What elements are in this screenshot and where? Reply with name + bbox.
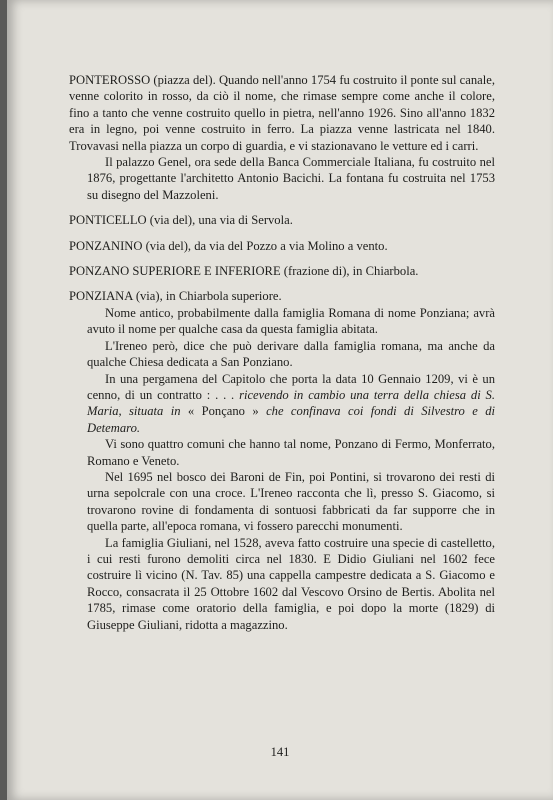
paragraph: La famiglia Giuliani, nel 1528, aveva fatto costruire una specie di castelletto, i cui resti furono demoliti circa nel 1830. E Didio Giuliani nel 1602 fece costruire lì vicino (N. Tav. 85) una cappella campestre dedicata a S. Giacomo e Rocco, consacrata il 25 Ottobre 1602 dal Vescovo Orsino de Bertis. Abolita nel 1785, rimase come oratorio della famiglia, e poi dopo la morte (1829) di Giuseppe Giuliani, ridotta a magazzino. xyxy=(87,535,495,632)
page-number: 141 xyxy=(270,745,290,759)
entry-ponticello xyxy=(69,212,495,228)
entry-text: (piazza del). Quando nell'anno 1754 fu costruito il ponte sul canale, venne colorito in rosso, da ciò il nome, che rimase sempre come anche il colore, fino a tanto che venne costruito quello in pietra, nell'anno 1926. Sino all'anno 1832 era in legno, poi venne costruito in ferro. La piazza venne lastricata nel 1840. Trovavasi nella piazza un corpo di guardia, e vi stazionavano le vetture ed i carri. xyxy=(69,73,495,153)
book-page xyxy=(7,0,553,800)
pergamena-quote-italic: ricevendo in cambio una terra della chiesa di S. Maria, situata in xyxy=(87,387,495,419)
entry-ponzano xyxy=(69,263,495,279)
paragraph: Vi sono quattro comuni che hanno tal nome, Ponzano di Fermo, Monferrato, Romano e Veneto. xyxy=(87,437,495,468)
pergamena-prefix: In una pergamena del Capitolo che porta la data 10 Gennaio 1209, vi è un cenno, di un contratto : . . . xyxy=(87,371,495,402)
entry-head: PONZIANA xyxy=(69,289,133,304)
paragraph: Nome antico, probabilmente dalla famiglia Romana di nome Ponziana; avrà avuto il nome per qualche casa da questa famiglia abitata. xyxy=(87,305,495,337)
paragraph: Il palazzo Genel, ora sede della Banca Commerciale Italiana, fu costruito nel 1876, progettante l'architetto Antonio Bacichi. La fontana fu costruita nel 1753 su disegno del Mazzoleni. xyxy=(87,155,495,202)
entry-text: (via del), da via del Pozzo a via Molino a vento. xyxy=(142,238,388,253)
entry-text: (via del), una via di Servola. xyxy=(146,213,293,228)
paragraph: L'Ireneo però, dice che può derivare dalla famiglia romana, ma anche da qualche Chiesa dedicata a San Ponziano. xyxy=(87,338,495,370)
entry-head: PONZANO SUPERIORE E INFERIORE xyxy=(69,264,281,279)
paragraph-pergamena xyxy=(87,371,495,437)
entry-text: (via), in Chiarbola superiore. xyxy=(132,289,282,304)
entry-ponziana xyxy=(69,288,495,633)
pergamena-place: « Ponçano » xyxy=(180,404,267,419)
pergamena-quote-italic-end: che confinava coi fondi di Silvestro e di Detemaro. xyxy=(87,404,496,435)
entry-head: PONTICELLO xyxy=(69,213,147,228)
page-text xyxy=(69,72,495,633)
entry-head: PONZANINO xyxy=(69,238,143,253)
entry-text: (frazione di), in Chiarbola. xyxy=(280,264,419,279)
entry-head: PONTEROSSO xyxy=(69,73,151,87)
entry-ponterosso xyxy=(69,72,495,203)
entry-ponzanino xyxy=(69,238,495,254)
paragraph: Nel 1695 nel bosco dei Baroni de Fin, poi Pontini, si trovarono dei resti di urna sepolcrale con una croce. L'Ireneo racconta che lì, presso S. Giacomo, si trovarono rovine di fondamenta di sontuosi fabbricati da far supporre che in quella parte, all'epoca romana, vi fossero parecchi monumenti. xyxy=(87,469,495,534)
